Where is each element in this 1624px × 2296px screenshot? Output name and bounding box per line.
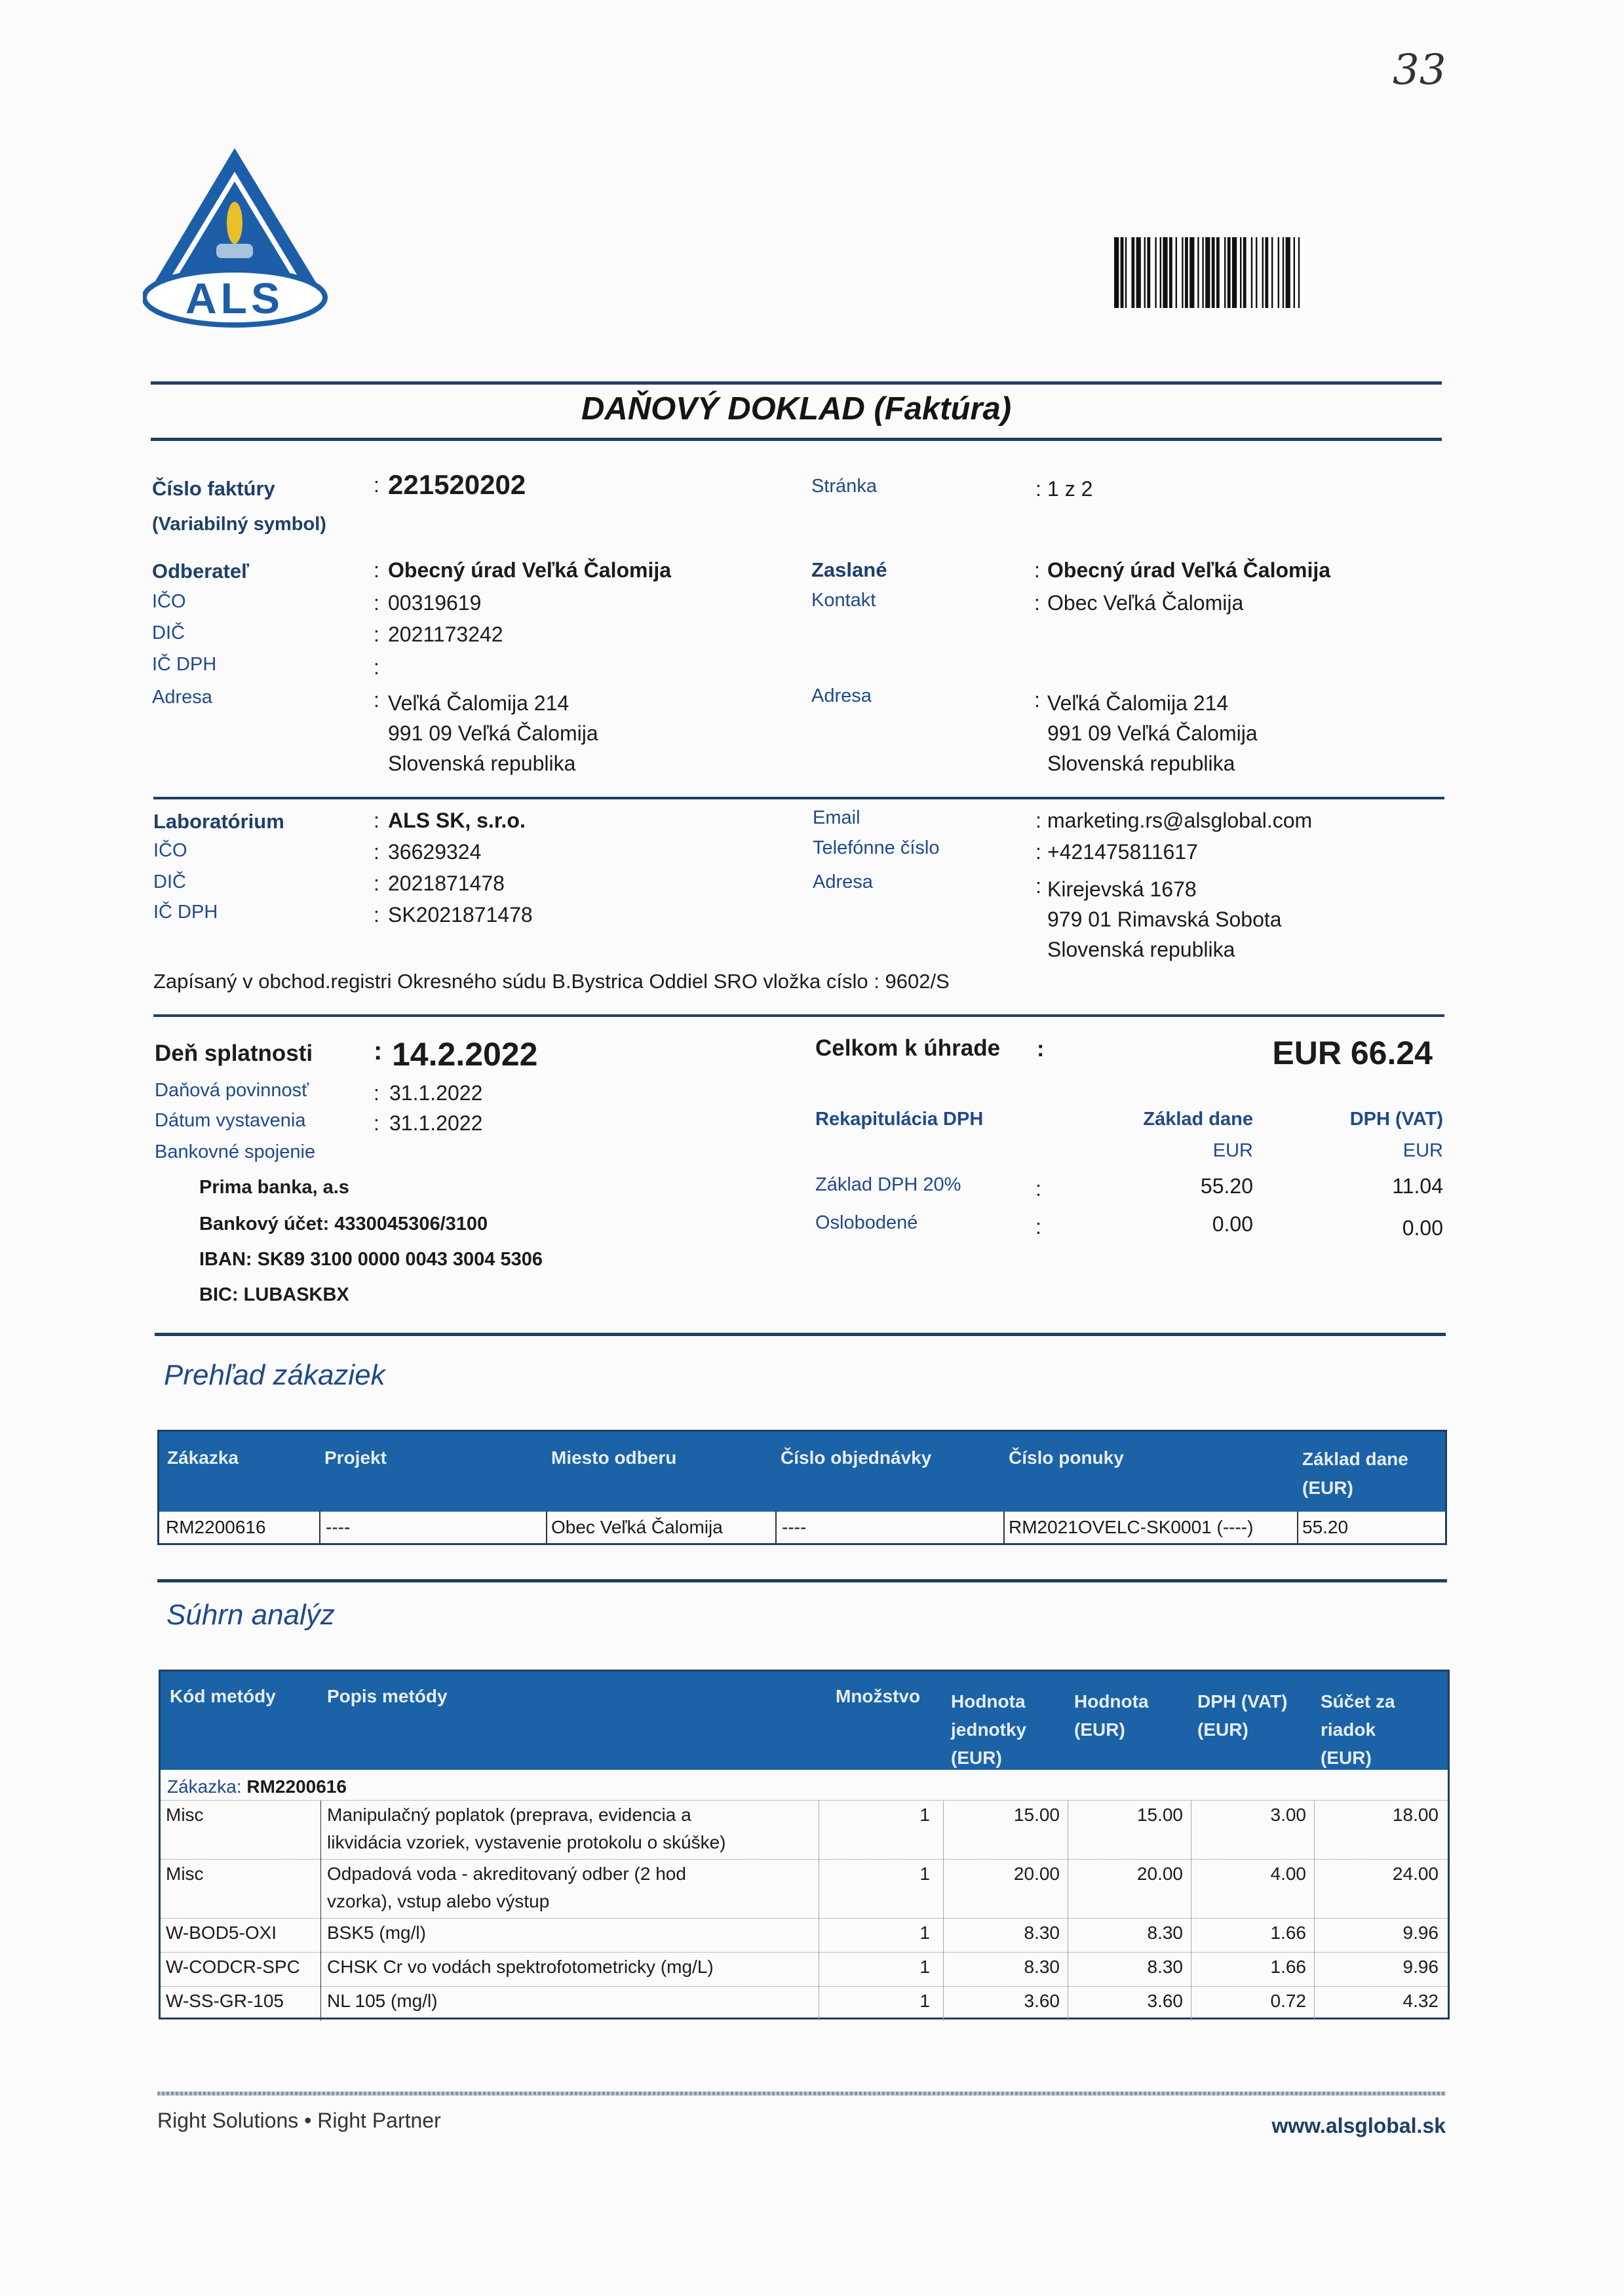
laboratory-ico: 36629324 bbox=[388, 840, 482, 864]
barcode-bar bbox=[1243, 237, 1247, 308]
orders-col-base-unit: (EUR) bbox=[1302, 1478, 1353, 1498]
analysis-desc: BSK5 (mg/l) bbox=[327, 1923, 426, 1943]
barcode-bar bbox=[1228, 237, 1231, 308]
barcode-bar bbox=[1147, 237, 1150, 308]
analysis-qty: 1 bbox=[919, 1864, 930, 1884]
customer-address-line: 991 09 Veľká Čalomija bbox=[388, 721, 598, 745]
analysis-desc: vzorka), vstup alebo výstup bbox=[327, 1891, 550, 1911]
barcode-bar bbox=[1121, 237, 1124, 308]
analysis-desc: Manipulačný poplatok (preprava, evidencia a bbox=[327, 1805, 691, 1825]
barcode-bar bbox=[1202, 237, 1203, 308]
page-value: 1 z 2 bbox=[1047, 477, 1093, 501]
vat-vat-currency: EUR bbox=[1402, 1140, 1443, 1161]
laboratory-phone: +421475811617 bbox=[1047, 840, 1198, 864]
analysis-unit: 3.60 bbox=[1024, 1991, 1060, 2011]
vat-row-base: 55.20 bbox=[1200, 1174, 1253, 1198]
analysis-code: W-BOD5-OXI bbox=[166, 1923, 277, 1943]
barcode-bar bbox=[1176, 237, 1177, 308]
laboratory-address-line: 979 01 Rimavská Sobota bbox=[1047, 908, 1282, 931]
analyses-col-code: Kód metódy bbox=[170, 1686, 276, 1706]
als-logo bbox=[143, 145, 333, 329]
invoice-number-label: Číslo faktúry bbox=[152, 477, 275, 500]
column-divider bbox=[320, 1801, 321, 1860]
colon: : bbox=[374, 473, 379, 497]
laboratory-address-line: Kirejevská 1678 bbox=[1047, 877, 1197, 901]
customer-ico-label: IČO bbox=[152, 591, 186, 612]
barcode-bar bbox=[1155, 237, 1156, 308]
customer-icdph-label: IČ DPH bbox=[152, 654, 217, 675]
orders-cell: RM2021OVELC-SK0001 (----) bbox=[1009, 1517, 1254, 1537]
total-label: Celkom k úhrade bbox=[815, 1035, 1001, 1061]
barcode-bar bbox=[1131, 237, 1134, 308]
analyses-col-value: Hodnota (EUR) bbox=[1074, 1691, 1149, 1740]
laboratory-dic: 2021871478 bbox=[388, 871, 505, 895]
analyses-order-value: RM2200616 bbox=[246, 1776, 347, 1797]
analysis-qty: 1 bbox=[919, 1991, 930, 2011]
total-amount: EUR 66.24 bbox=[1272, 1035, 1433, 1071]
analysis-sum: 24.00 bbox=[1392, 1864, 1439, 1884]
divider bbox=[157, 1579, 1447, 1582]
barcode-bar bbox=[1189, 237, 1194, 308]
orders-heading: Prehľad zákaziek bbox=[164, 1359, 385, 1391]
barcode-bar bbox=[1182, 237, 1183, 308]
analysis-desc: likvidácia vzoriek, vystavenie protokolu o skúške) bbox=[327, 1832, 726, 1852]
analysis-vat: 1.66 bbox=[1270, 1957, 1306, 1977]
analyses-col-qty: Množstvo bbox=[836, 1686, 921, 1706]
ship-to-name: Obecný úrad Veľká Čalomija bbox=[1047, 558, 1331, 582]
analysis-row bbox=[161, 1800, 1448, 1860]
ship-to-address-label: Adresa bbox=[811, 685, 872, 706]
barcode-bar bbox=[1136, 237, 1141, 308]
laboratory-email: marketing.rs@alsglobal.com bbox=[1047, 809, 1313, 832]
customer-label: Odberateľ bbox=[152, 560, 250, 583]
vat-vat-header: DPH (VAT) bbox=[1349, 1109, 1443, 1130]
ship-to-contact-label: Kontakt bbox=[811, 590, 876, 611]
analyses-heading: Súhrn analýz bbox=[166, 1599, 335, 1631]
barcode-bar bbox=[1262, 237, 1264, 308]
analyses-table bbox=[159, 1670, 1450, 2019]
column-divider bbox=[320, 1919, 321, 1953]
analysis-row bbox=[161, 1859, 1448, 1919]
orders-cell: ---- bbox=[782, 1517, 807, 1537]
analyses-col-sum: Súčet za riadok (EUR) bbox=[1321, 1691, 1395, 1768]
variable-symbol-label: (Variabilný symbol) bbox=[152, 514, 326, 535]
issue-date-label: Dátum vystavenia bbox=[155, 1110, 306, 1131]
ship-to-address-line: Veľká Čalomija 214 bbox=[1047, 691, 1229, 715]
analysis-row bbox=[161, 1986, 1448, 2021]
laboratory-address bbox=[1047, 874, 1282, 965]
analysis-value: 8.30 bbox=[1147, 1923, 1183, 1943]
vat-base-currency: EUR bbox=[1212, 1140, 1253, 1161]
analysis-desc: CHSK Cr vo vodách spektrofotometricky (mg/L) bbox=[327, 1957, 714, 1977]
bank-account: Bankový účet: 4330045306/3100 bbox=[199, 1214, 488, 1234]
barcode-bar bbox=[1212, 237, 1215, 308]
analyses-col-unit: Hodnota jednotky (EUR) bbox=[951, 1691, 1027, 1768]
divider bbox=[153, 797, 1444, 799]
analysis-code: Misc bbox=[166, 1864, 204, 1884]
orders-table-header bbox=[159, 1432, 1445, 1512]
analysis-desc: Odpadová voda - akreditovaný odber (2 hod bbox=[327, 1864, 686, 1884]
analysis-unit: 20.00 bbox=[1013, 1864, 1060, 1884]
barcode-bar bbox=[1286, 237, 1290, 308]
analysis-qty: 1 bbox=[919, 1957, 930, 1977]
laboratory-ico-label: IČO bbox=[153, 840, 187, 861]
barcode-bar bbox=[1185, 237, 1188, 308]
barcode-bar bbox=[1271, 237, 1273, 308]
orders-cell: Obec Veľká Čalomija bbox=[551, 1517, 723, 1537]
analysis-row bbox=[161, 1918, 1448, 1953]
laboratory-icdph-label: IČ DPH bbox=[153, 902, 218, 923]
customer-address-label: Adresa bbox=[152, 687, 212, 708]
laboratory-dic-label: DIČ bbox=[153, 871, 186, 892]
barcode-bar bbox=[1232, 237, 1237, 308]
orders-col-project: Projekt bbox=[324, 1447, 387, 1468]
analysis-qty: 1 bbox=[919, 1805, 930, 1825]
analyses-col-vat: DPH (VAT) (EUR) bbox=[1197, 1691, 1288, 1740]
barcode-bar bbox=[1216, 237, 1220, 308]
due-date: 14.2.2022 bbox=[392, 1036, 538, 1073]
orders-col-base: Základ dane bbox=[1302, 1449, 1408, 1469]
analysis-vat: 1.66 bbox=[1270, 1923, 1306, 1943]
page-number: 33 bbox=[1393, 46, 1446, 94]
barcode-bar bbox=[1240, 237, 1241, 308]
analysis-vat: 4.00 bbox=[1270, 1864, 1306, 1884]
footer-website[interactable]: www.alsglobal.sk bbox=[1271, 2114, 1446, 2137]
analysis-desc: NL 105 (mg/l) bbox=[327, 1991, 438, 2011]
barcode-bar bbox=[1265, 237, 1268, 308]
vat-row-vat: 0.00 bbox=[1402, 1216, 1443, 1240]
barcode-bar bbox=[1298, 237, 1300, 308]
column-divider bbox=[320, 1987, 321, 2021]
analysis-sum: 9.96 bbox=[1402, 1957, 1439, 1977]
tax-duty-label: Daňová povinnosť bbox=[155, 1080, 309, 1101]
iban: IBAN: SK89 3100 0000 0043 3004 5306 bbox=[199, 1249, 543, 1270]
orders-col-order: Zákazka bbox=[167, 1447, 239, 1468]
laboratory-address-line: Slovenská republika bbox=[1047, 938, 1235, 961]
orders-col-po: Číslo objednávky bbox=[781, 1447, 932, 1468]
orders-cell: 55.20 bbox=[1302, 1517, 1349, 1537]
divider bbox=[155, 1333, 1446, 1336]
tax-duty-date: 31.1.2022 bbox=[389, 1081, 483, 1105]
footer-divider bbox=[157, 2092, 1446, 2095]
barcode-bar bbox=[1256, 237, 1257, 308]
barcode-bar bbox=[1251, 237, 1252, 308]
laboratory-icdph: SK2021871478 bbox=[388, 903, 533, 927]
analysis-value: 15.00 bbox=[1136, 1805, 1183, 1825]
orders-col-location: Miesto odberu bbox=[551, 1447, 677, 1468]
analyses-order-group bbox=[167, 1776, 347, 1797]
analysis-code: W-CODCR-SPC bbox=[166, 1957, 300, 1977]
analysis-unit: 8.30 bbox=[1024, 1957, 1060, 1977]
analysis-unit: 15.00 bbox=[1013, 1805, 1060, 1825]
ship-to-contact: Obec Veľká Čalomija bbox=[1047, 591, 1244, 615]
barcode-bar bbox=[1163, 237, 1167, 308]
vat-recap-label: Rekapitulácia DPH bbox=[815, 1109, 984, 1130]
analysis-value: 8.30 bbox=[1147, 1957, 1183, 1977]
customer-address-line: Slovenská republika bbox=[388, 752, 576, 775]
barcode-bar bbox=[1114, 237, 1119, 308]
analysis-sum: 9.96 bbox=[1402, 1923, 1439, 1943]
analysis-unit: 8.30 bbox=[1024, 1923, 1060, 1943]
due-date-label: Deň splatnosti bbox=[155, 1041, 313, 1066]
barcode-bar bbox=[1125, 237, 1127, 308]
bic: BIC: LUBASKBX bbox=[199, 1284, 349, 1305]
ship-to-address-line: Slovenská republika bbox=[1047, 752, 1235, 775]
footer-slogan: Right Solutions • Right Partner bbox=[157, 2109, 441, 2132]
vat-row-base: 0.00 bbox=[1212, 1212, 1253, 1236]
analysis-value: 3.60 bbox=[1147, 1991, 1183, 2011]
customer-name: Obecný úrad Veľká Čalomija bbox=[388, 558, 672, 582]
barcode-bar bbox=[1197, 237, 1199, 308]
customer-ico: 00319619 bbox=[388, 591, 482, 615]
barcode-bar bbox=[1144, 237, 1146, 308]
divider bbox=[151, 381, 1442, 385]
customer-dic-label: DIČ bbox=[152, 622, 185, 643]
analyses-table-header bbox=[161, 1672, 1448, 1770]
document-title: DAŇOVÝ DOKLAD (Faktúra) bbox=[581, 391, 1012, 427]
barcode-bar bbox=[1169, 237, 1172, 308]
divider bbox=[153, 1014, 1444, 1017]
analysis-sum: 18.00 bbox=[1392, 1805, 1439, 1825]
customer-address-line: Veľká Čalomija 214 bbox=[388, 691, 570, 715]
laboratory-phone-label: Telefónne číslo bbox=[813, 837, 940, 858]
registry-note: Zapísaný v obchod.registri Okresného súdu B.Bystrica Oddiel SRO vložka císlo : 9602/S bbox=[153, 970, 950, 993]
analyses-order-label: Zákazka: bbox=[167, 1776, 242, 1797]
vat-base-header: Základ dane bbox=[1143, 1109, 1253, 1130]
analyses-col-desc: Popis metódy bbox=[327, 1686, 448, 1706]
orders-cell: ---- bbox=[326, 1517, 351, 1537]
laboratory-label: Laboratórium bbox=[153, 810, 284, 833]
analysis-code: W-SS-GR-105 bbox=[166, 1991, 284, 2011]
vat-row-label: Oslobodené bbox=[815, 1212, 918, 1233]
ship-to-address bbox=[1047, 688, 1258, 778]
laboratory-email-label: Email bbox=[813, 807, 860, 828]
barcode-bar bbox=[1224, 237, 1226, 308]
orders-col-quote: Číslo ponuky bbox=[1009, 1447, 1124, 1468]
analysis-qty: 1 bbox=[919, 1923, 930, 1943]
barcode-bar bbox=[1278, 237, 1279, 308]
vat-row-label: Základ DPH 20% bbox=[815, 1174, 961, 1195]
ship-to-label: Zaslané bbox=[811, 558, 887, 581]
orders-table bbox=[157, 1430, 1447, 1545]
bank-label: Bankovné spojenie bbox=[155, 1141, 316, 1162]
bank-name: Prima banka, a.s bbox=[199, 1177, 349, 1198]
barcode-bar bbox=[1283, 237, 1284, 308]
analysis-row bbox=[161, 1952, 1448, 1987]
analysis-vat: 0.72 bbox=[1270, 1991, 1306, 2011]
invoice-number: 221520202 bbox=[388, 469, 526, 500]
issue-date: 31.1.2022 bbox=[389, 1111, 483, 1135]
barcode bbox=[1114, 237, 1442, 308]
orders-cell: RM2200616 bbox=[166, 1517, 266, 1537]
divider bbox=[151, 438, 1442, 441]
laboratory-name: ALS SK, s.r.o. bbox=[388, 809, 526, 832]
column-divider bbox=[320, 1860, 321, 1919]
analysis-code: Misc bbox=[166, 1805, 204, 1825]
ship-to-address-line: 991 09 Veľká Čalomija bbox=[1047, 721, 1258, 745]
column-divider bbox=[320, 1953, 321, 1987]
customer-address bbox=[388, 688, 598, 778]
barcode-bar bbox=[1160, 237, 1161, 308]
logo-text: ALS bbox=[185, 274, 284, 322]
laboratory-address-label: Adresa bbox=[813, 871, 873, 892]
colon: : bbox=[1035, 477, 1041, 501]
customer-dic: 2021173242 bbox=[388, 622, 503, 646]
analysis-value: 20.00 bbox=[1136, 1864, 1183, 1884]
page-label: Stránka bbox=[811, 476, 877, 497]
analysis-vat: 3.00 bbox=[1270, 1805, 1306, 1825]
analysis-sum: 4.32 bbox=[1402, 1991, 1439, 2011]
barcode-bar bbox=[1205, 237, 1210, 308]
vat-row-vat: 11.04 bbox=[1392, 1174, 1443, 1198]
barcode-bar bbox=[1294, 237, 1295, 308]
